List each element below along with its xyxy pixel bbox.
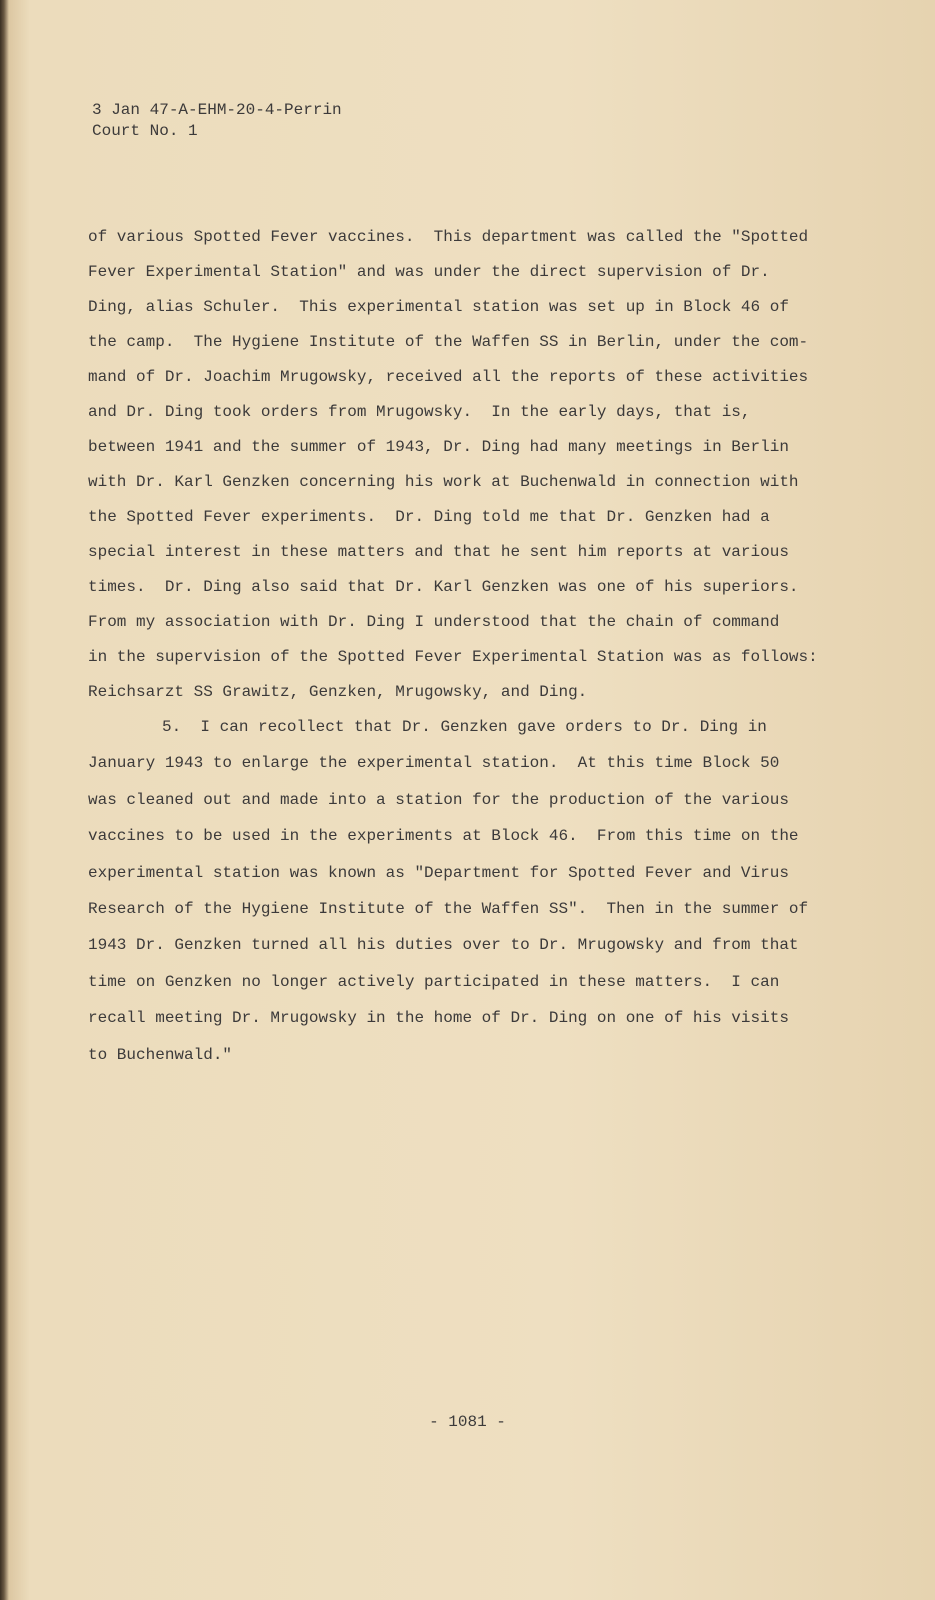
paragraph bbox=[88, 715, 888, 1079]
text-line: Research of the Hygiene Institute of the Waffen SS". Then in the summer of bbox=[88, 899, 809, 918]
text-line: January 1943 to enlarge the experimental station. At this time Block 50 bbox=[88, 754, 780, 773]
text-line: Fever Experimental Station" and was under the direct supervision of Dr. bbox=[88, 263, 770, 281]
text-line: time on Genzken no longer actively participated in these matters. I can bbox=[88, 972, 780, 991]
text-line: Ding, alias Schuler. This experimental station was set up in Block 46 of bbox=[88, 298, 789, 316]
text-line: was cleaned out and made into a station for the production of the various bbox=[88, 790, 789, 809]
text-line: Reichsarzt SS Grawitz, Genzken, Mrugowsky, and Ding. bbox=[88, 683, 588, 701]
text-line: in the supervision of the Spotted Fever Experimental Station was as follows: bbox=[88, 648, 818, 666]
text-line: From my association with Dr. Ding I understood that the chain of command bbox=[88, 613, 780, 631]
text-line: 1943 Dr. Genzken turned all his duties over to Dr. Mrugowsky and from that bbox=[88, 936, 799, 955]
text-line: mand of Dr. Joachim Mrugowsky, received all the reports of these activities bbox=[88, 368, 809, 386]
document-header bbox=[92, 100, 342, 142]
court-line: Court No. 1 bbox=[92, 122, 198, 140]
text-line: to Buchenwald." bbox=[88, 1045, 233, 1064]
text-line: and Dr. Ding took orders from Mrugowsky. In the early days, that is, bbox=[88, 403, 751, 421]
text-line: times. Dr. Ding also said that Dr. Karl Genzken was one of his superiors. bbox=[88, 578, 799, 596]
text-line: between 1941 and the summer of 1943, Dr. Ding had many meetings in Berlin bbox=[88, 438, 789, 456]
text-line: with Dr. Karl Genzken concerning his work at Buchenwald in connection with bbox=[88, 473, 799, 491]
text-line: special interest in these matters and that he sent him reports at various bbox=[88, 543, 789, 561]
reference-line: 3 Jan 47-A-EHM-20-4-Perrin bbox=[92, 101, 342, 119]
text-line: vaccines to be used in the experiments at Block 46. From this time on the bbox=[88, 827, 799, 846]
text-line: the camp. The Hygiene Institute of the Waffen SS in Berlin, under the com- bbox=[88, 333, 809, 351]
text-line: 5. I can recollect that Dr. Genzken gave orders to Dr. Ding in bbox=[162, 718, 767, 736]
document-body bbox=[88, 225, 888, 1079]
page-number: - 1081 - bbox=[429, 1413, 506, 1431]
text-line: experimental station was known as "Department for Spotted Fever and Virus bbox=[88, 863, 789, 882]
paragraph bbox=[88, 225, 888, 715]
text-line: the Spotted Fever experiments. Dr. Ding told me that Dr. Genzken had a bbox=[88, 508, 770, 526]
text-line: of various Spotted Fever vaccines. This department was called the "Spotted bbox=[88, 228, 809, 246]
text-line: recall meeting Dr. Mrugowsky in the home of Dr. Ding on one of his visits bbox=[88, 1009, 789, 1028]
